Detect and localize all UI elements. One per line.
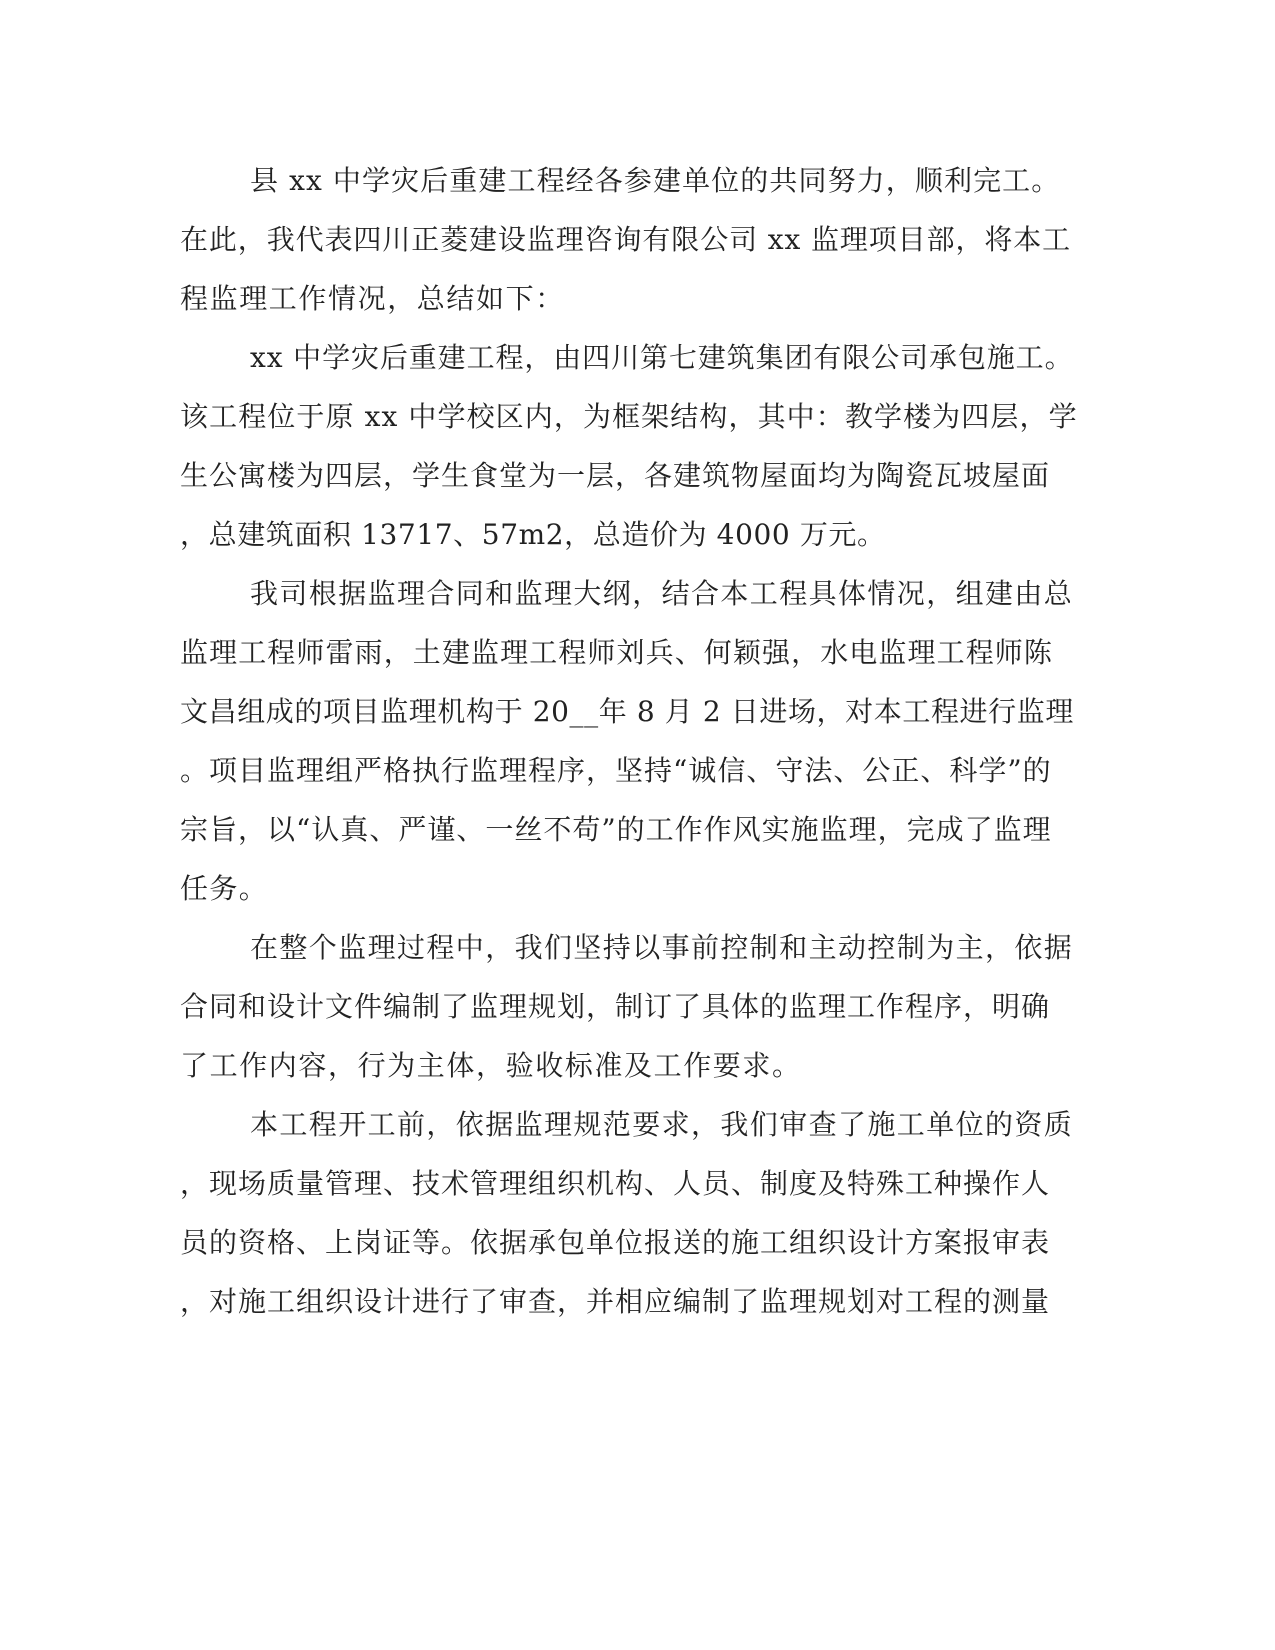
- line-text: 县 xx 中学灾后重建工程经各参建单位的共同努力，顺利完工。: [250, 164, 1061, 197]
- text-line-19: [0, 1223, 1275, 1283]
- line-text: xx 中学灾后重建工程，由四川第七建筑集团有限公司承包施工。: [250, 341, 1074, 374]
- line-text: 员的资格、上岗证等。依据承包单位报送的施工组织设计方案报审表: [180, 1226, 1051, 1259]
- line-text: 监理工程师雷雨，土建监理工程师刘兵、何颖强，水电监理工程师陈: [180, 636, 1054, 669]
- text-line-14: [0, 928, 1275, 988]
- text-line-12: [0, 810, 1275, 870]
- line-text: 任务。: [180, 872, 269, 905]
- line-text: 了工作内容，行为主体，验收标准及工作要求。: [180, 1049, 802, 1082]
- line-text: 。项目监理组严格执行监理程序，坚持“诚信、守法、公正、科学”的: [180, 754, 1052, 787]
- text-line-8: [0, 574, 1275, 634]
- line-text: 该工程位于原 xx 中学校区内，为框架结构，其中：教学楼为四层，学: [180, 400, 1078, 433]
- text-line-11: [0, 751, 1275, 811]
- line-text: 在整个监理过程中，我们坚持以事前控制和主动控制为主，依据: [250, 931, 1074, 964]
- text-line-15: [0, 987, 1275, 1047]
- text-line-9: [0, 633, 1275, 693]
- line-text: 在此，我代表四川正菱建设监理咨询有限公司 xx 监理项目部，将本工: [180, 223, 1072, 256]
- line-text: ，总建筑面积 13717、57m2，总造价为 4000 万元。: [180, 518, 886, 551]
- text-line-4: [0, 338, 1275, 398]
- line-text: 合同和设计文件编制了监理规划，制订了具体的监理工作程序，明确: [180, 990, 1051, 1023]
- text-line-13: [0, 869, 1275, 929]
- text-line-18: [0, 1164, 1275, 1224]
- line-text: ，对施工组织设计进行了审查，并相应编制了监理规划对工程的测量: [180, 1285, 1051, 1318]
- line-text: 我司根据监理合同和监理大纲，结合本工程具体情况，组建由总: [250, 577, 1074, 610]
- text-line-5: [0, 397, 1275, 457]
- text-line-2: [0, 220, 1275, 280]
- text-line-16: [0, 1046, 1275, 1106]
- line-text: ，现场质量管理、技术管理组织机构、人员、制度及特殊工种操作人: [180, 1167, 1051, 1200]
- line-text: 文昌组成的项目监理机构于 20__年 8 月 2 日进场，对本工程进行监理: [180, 695, 1074, 728]
- text-line-6: [0, 456, 1275, 516]
- line-text: 程监理工作情况，总结如下：: [180, 282, 565, 315]
- line-text: 本工程开工前，依据监理规范要求，我们审查了施工单位的资质: [250, 1108, 1074, 1141]
- line-text: 宗旨，以“认真、严谨、一丝不苟”的工作作风实施监理，完成了监理: [180, 813, 1052, 846]
- text-line-7: [0, 515, 1275, 575]
- text-line-10: [0, 692, 1275, 752]
- text-line-17: [0, 1105, 1275, 1165]
- line-text: 生公寓楼为四层，学生食堂为一层，各建筑物屋面均为陶瓷瓦坡屋面: [180, 459, 1051, 492]
- text-line-1: [0, 161, 1275, 221]
- text-line-3: [0, 279, 1275, 339]
- text-line-20: [0, 1282, 1275, 1342]
